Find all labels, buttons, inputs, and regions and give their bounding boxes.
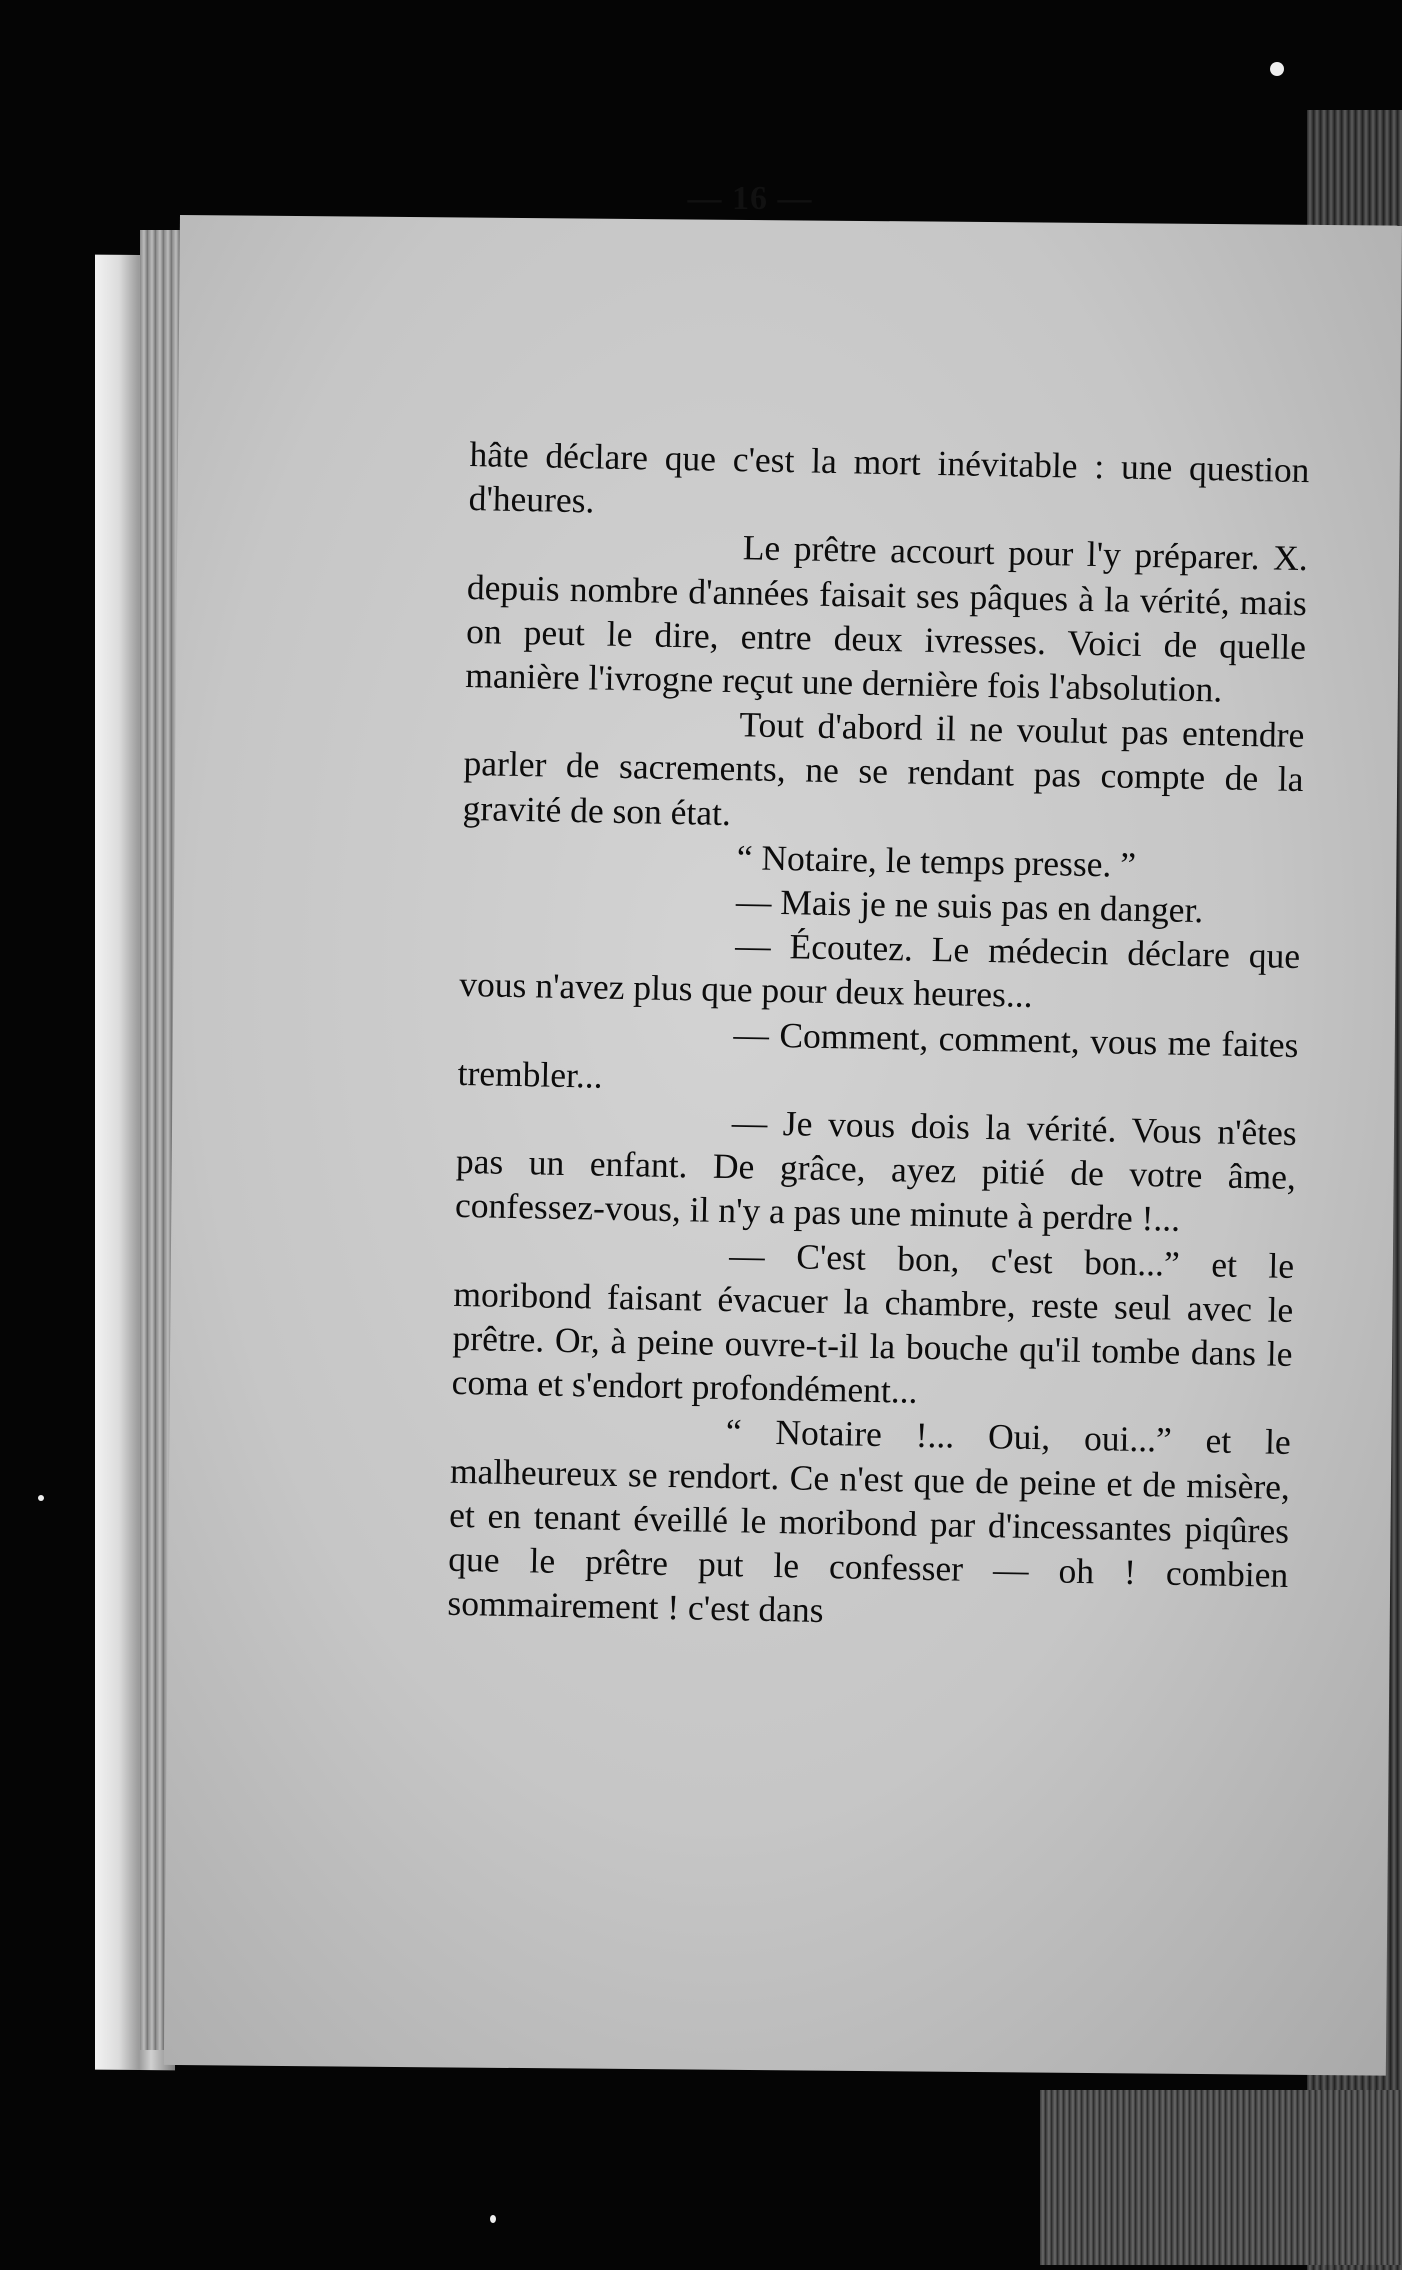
paragraph: hâte déclare que c'est la mort inévitable : une question d'heures. xyxy=(468,433,1310,521)
paragraph: — Comment, comment, vous me faites trembler... xyxy=(457,1013,1299,1096)
scan-speck xyxy=(38,1495,44,1501)
paragraph: — Mais je ne suis pas en danger. xyxy=(735,881,1204,931)
scan-speck xyxy=(1270,62,1284,76)
paragraph: “ Notaire, le temps presse. ” xyxy=(736,837,1137,885)
paragraph: Tout d'abord il ne voulut pas entendre parler de sacrements, ne se rendant pas compte de la gravité de son état. xyxy=(462,704,1305,833)
paragraph: “ Notaire !... Oui, oui...” et le malheureux se rendort. Ce n'est que de peine et de misère, et en tenant éveillé le moribond par d'incessantes piqûres que le prêtre put le confesser — oh ! combien sommairement ! c'est dans xyxy=(447,1411,1292,1631)
book-bottom-edge xyxy=(1040,2090,1402,2265)
paragraph: Le prêtre accourt pour l'y préparer. X. depuis nombre d'années faisait ses pâques à la vérité, mais on peut le dire, entre deux ivresses. Voici de quelle manière l'ivrogne reçut une dernière fois l'absolution. xyxy=(464,527,1309,710)
paragraph: — Écoutez. Le médecin déclare que vous n'avez plus que pour deux heures... xyxy=(459,925,1301,1016)
page-header xyxy=(290,180,1402,236)
page-body-text xyxy=(447,432,1310,1641)
paragraph: — C'est bon, c'est bon...” et le moribond faisant évacuer la chambre, reste seul avec le prêtre. Or, à peine ouvre-t-il la bouche qu'il tombe dans le coma et s'endort profondément... xyxy=(451,1234,1295,1412)
paragraph: — Je vous dois la vérité. Vous n'êtes pas un enfant. De grâce, ayez pitié de votre âme, confessez-vous, il n'y a pas une minute à perdre !... xyxy=(454,1102,1298,1240)
page-number: — 16 — xyxy=(687,180,813,217)
scan-speck xyxy=(490,2215,496,2223)
